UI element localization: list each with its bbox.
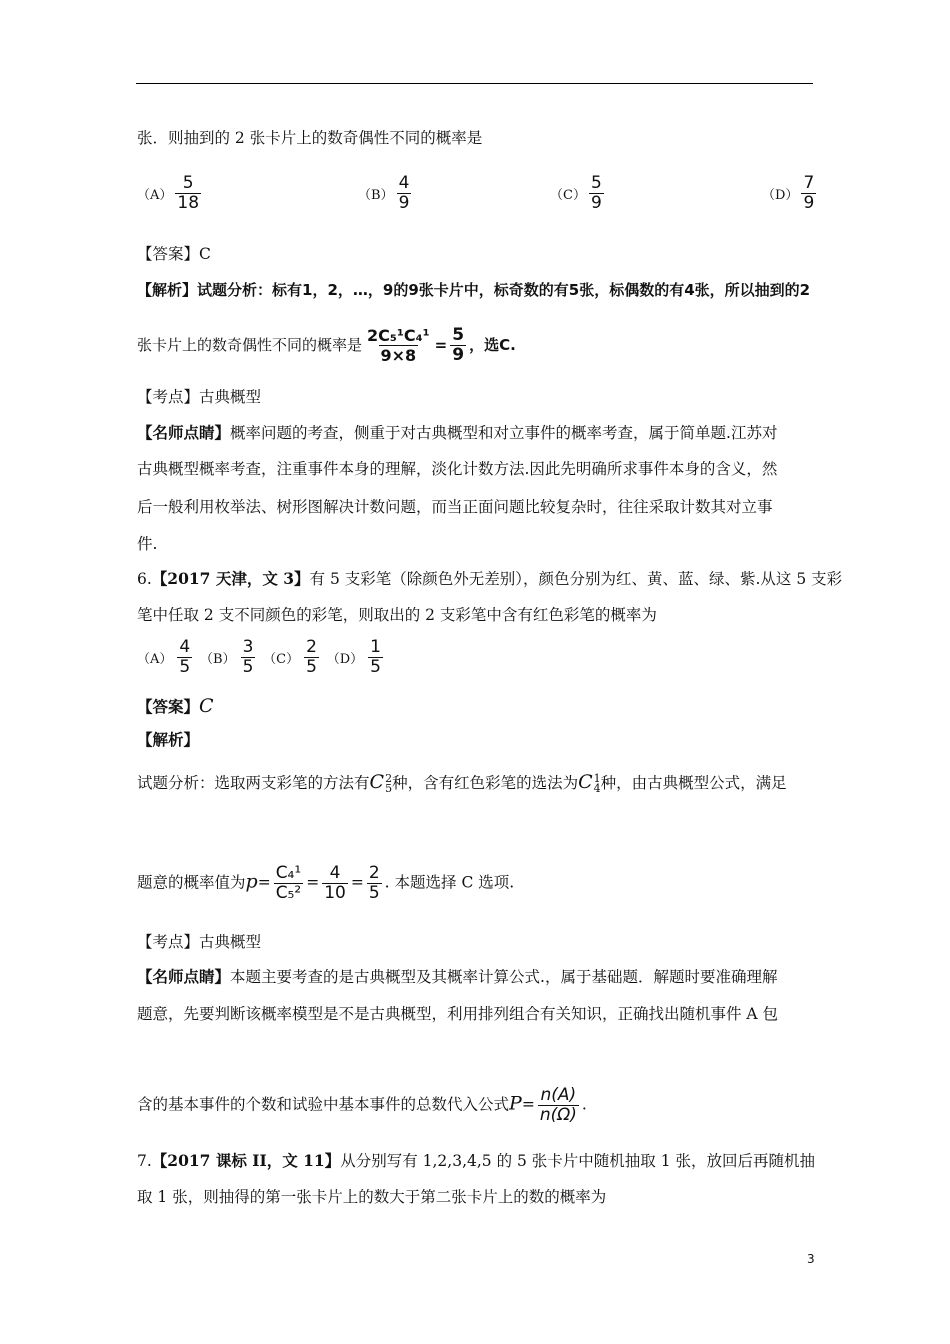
- answer-label: 【答案】: [137, 697, 200, 716]
- comb-indices: [594, 774, 601, 794]
- analysis-text: ，选C.: [469, 336, 516, 354]
- probability-formula-fraction: [538, 1086, 579, 1125]
- numerator: 4: [329, 863, 341, 883]
- superscript: 2: [385, 772, 393, 785]
- denominator: 10: [324, 883, 346, 903]
- analysis-text: 张卡片上的数奇偶性不同的概率是: [137, 336, 363, 354]
- fraction: [589, 174, 604, 213]
- q5-option-a: [137, 174, 204, 213]
- question-text: 从分别写有 1,2,3,4,5 的 5 张卡片中随机抽取 1 张，放回后再随机抽: [340, 1152, 816, 1170]
- denominator: 5: [306, 657, 317, 677]
- equals-sign: =: [257, 873, 271, 892]
- q6-line1: [137, 569, 842, 589]
- question-source: 【2017 课标 II，文 11】: [151, 1151, 341, 1170]
- fraction: [175, 174, 201, 213]
- mingshi-label: 【名师点睛】: [137, 423, 231, 442]
- denominator: 5: [242, 657, 254, 677]
- equals-sign: =: [350, 873, 364, 892]
- q5-option-d: [762, 174, 819, 213]
- numerator: 2: [306, 637, 317, 657]
- q6-probability-line: [137, 864, 514, 903]
- comb-symbol: C: [369, 771, 385, 793]
- P-variable: P: [509, 1092, 522, 1115]
- q6-p-fraction3: [367, 864, 382, 903]
- denominator: 9: [398, 193, 410, 213]
- numerator: 5: [590, 173, 602, 193]
- denominator: 9: [590, 193, 602, 213]
- q6-analysis-line1: [137, 772, 787, 794]
- option-label: （B）: [200, 652, 236, 667]
- numerator: 4: [179, 637, 191, 657]
- q5-kaodian: 【考点】古典概型: [137, 388, 262, 406]
- denominator: 9×8: [380, 346, 417, 365]
- q5-analysis-line1: [137, 280, 810, 300]
- equals-sign: =: [521, 1095, 535, 1114]
- q5-formula-fraction: [365, 326, 432, 365]
- numerator: n(A): [540, 1085, 577, 1105]
- q5-result-fraction: [450, 326, 466, 365]
- mingshi-text: 本题主要考查的是古典概型及其概率计算公式.，属于基础题．解题时要准确理解: [230, 968, 778, 986]
- denominator: 5: [179, 657, 191, 677]
- numerator: C₄¹: [275, 863, 302, 883]
- option-label: （D）: [762, 188, 799, 203]
- analysis-title: 【解析】: [137, 281, 198, 299]
- q6-answer: [137, 696, 214, 717]
- q7-line1: [137, 1151, 815, 1171]
- fraction: [801, 174, 816, 213]
- q6-mingshi-line3: [137, 1086, 587, 1125]
- q5-option-b: [358, 174, 414, 213]
- mingshi-text: 概率问题的考查，侧重于对古典概型和对立事件的概率考查，属于简单题.江苏对: [230, 424, 778, 442]
- q5-mingshi-line2: 古典概型概率考查，注重事件本身的理解，淡化计数方法.因此先明确所求事件本身的含义，然: [137, 460, 778, 478]
- q6-line2: 笔中任取 2 支不同颜色的彩笔，则取出的 2 支彩笔中含有红色彩笔的概率为: [137, 606, 657, 624]
- q6-p-fraction2: [322, 864, 348, 903]
- subscript: 5: [385, 782, 393, 795]
- denominator: 18: [177, 193, 200, 213]
- numerator: 5: [452, 325, 465, 345]
- equals-sign: =: [434, 336, 448, 354]
- question-source: 【2017 天津，文 3】: [151, 569, 310, 588]
- denominator: C₅²: [275, 883, 302, 903]
- subscript: 4: [593, 782, 601, 795]
- mingshi-text: 含的基本事件的个数和试验中基本事件的总数代入公式: [137, 1095, 510, 1114]
- fraction: [397, 174, 412, 213]
- numerator: 5: [182, 173, 194, 193]
- p-variable: p: [245, 870, 258, 893]
- denominator: 5: [368, 883, 380, 903]
- question-text: 有 5 支彩笔（除颜色外无差别），颜色分别为红、黄、蓝、绿、紫.从这 5 支彩: [309, 570, 843, 588]
- analysis-text: 题意的概率值为: [137, 873, 246, 892]
- fraction: [304, 638, 319, 677]
- q6-kaodian: 【考点】古典概型: [137, 933, 262, 951]
- page-number: 3: [807, 1252, 815, 1266]
- q5-answer: 【答案】C: [137, 245, 211, 263]
- analysis-title: 【解析】: [137, 730, 200, 749]
- fraction: [368, 638, 383, 677]
- numerator: 1: [370, 637, 381, 657]
- analysis-text: 试题分析：标有1，2，…，9的9张卡片中，标奇数的有5张，标偶数的有4张，所以抽到的2: [197, 281, 811, 299]
- q5-analysis-line2: [137, 326, 516, 365]
- q7-line2: 取 1 张，则抽得的第一张卡片上的数大于第二张卡片上的数的概率为: [137, 1188, 607, 1206]
- q6-p-fraction1: [274, 864, 304, 903]
- numerator: 2: [368, 863, 380, 883]
- numerator: 3: [242, 637, 254, 657]
- analysis-text: 种，由古典概型公式，满足: [600, 774, 787, 792]
- q6-analysis-title: [137, 730, 199, 750]
- numerator: 4: [398, 173, 410, 193]
- denominator: 9: [803, 193, 815, 213]
- question-number: 7.: [137, 1152, 152, 1170]
- denominator: n(Ω): [539, 1105, 577, 1125]
- option-label: （B）: [358, 188, 394, 203]
- mingshi-label: 【名师点睛】: [137, 967, 231, 986]
- equals-sign: =: [306, 873, 320, 892]
- mingshi-text: .: [581, 1095, 587, 1114]
- option-label: （A）: [137, 188, 173, 203]
- q6-mingshi-line1: [137, 967, 777, 987]
- fraction: [177, 638, 192, 677]
- q6-options: [137, 638, 386, 677]
- option-label: （A）: [137, 652, 173, 667]
- q5-mingshi-line4: 件.: [137, 535, 158, 553]
- comb-indices: [385, 774, 392, 794]
- intro-tail: 张．则抽到的 2 张卡片上的数奇偶性不同的概率是: [137, 129, 483, 147]
- numerator: 7: [803, 173, 815, 193]
- analysis-text: . 本题选择 C 选项.: [384, 873, 515, 892]
- q5-mingshi-line3: 后一般利用枚举法、树形图解决计数问题，而当正面问题比较复杂时，往往采取计数其对立事: [137, 498, 773, 516]
- fraction: [241, 638, 256, 677]
- question-number: 6.: [137, 570, 152, 588]
- q5-option-c: [550, 174, 607, 213]
- analysis-text: 试题分析：选取两支彩笔的方法有: [137, 774, 370, 792]
- answer-value: C: [199, 695, 214, 717]
- q5-mingshi-line1: [137, 423, 777, 443]
- denominator: 9: [452, 345, 465, 365]
- option-label: （C）: [263, 652, 300, 667]
- q6-mingshi-line2: 题意，先要判断该概率模型是不是古典概型，利用排列组合有关知识，正确找出随机事件 A 包: [137, 1005, 779, 1023]
- option-label: （D）: [326, 652, 364, 667]
- comb-symbol: C: [578, 771, 593, 793]
- numerator: 2C₅¹C₄¹: [367, 326, 430, 345]
- analysis-text: 种，含有红色彩笔的选法为: [392, 774, 579, 792]
- header-rule: [136, 83, 813, 84]
- denominator: 5: [370, 657, 381, 677]
- superscript: 1: [593, 772, 601, 785]
- option-label: （C）: [550, 188, 586, 203]
